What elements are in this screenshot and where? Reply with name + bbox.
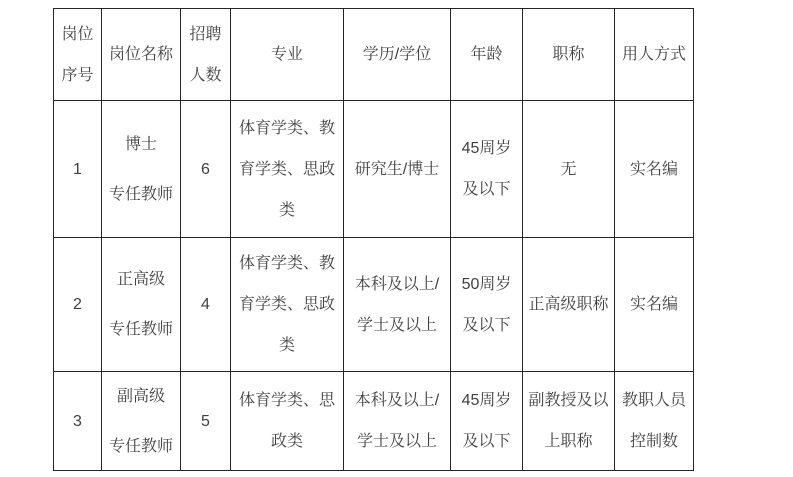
- table-cell-education-degree: [344, 238, 451, 372]
- table-cell-education-degree: [344, 101, 451, 238]
- cell-line: 博士: [124, 135, 157, 153]
- table-row: [54, 372, 694, 471]
- cell-line: 专任教师: [108, 437, 173, 455]
- header-cell-education-degree: [344, 9, 451, 101]
- cell-line: 正高级: [116, 271, 165, 288]
- cell-line: 专任教师: [108, 321, 173, 338]
- cell-line: 政类: [270, 433, 303, 450]
- table-cell-position-name: [102, 372, 181, 471]
- cell-line: 研究生/博士: [354, 160, 440, 178]
- cell-line: 45周岁: [461, 392, 512, 409]
- header-line: 用人方式: [621, 46, 686, 63]
- table-cell-employment-type: [615, 238, 694, 372]
- table-cell-major: [231, 238, 344, 372]
- cell-line: 体育学类、教: [238, 255, 335, 272]
- cell-line: 无: [560, 160, 577, 178]
- cell-line: 及以下: [462, 316, 511, 334]
- header-line: 岗位名称: [108, 46, 173, 63]
- cell-line: 5: [201, 412, 210, 430]
- cell-line: 实名编: [629, 296, 678, 313]
- header-cell-employment-type: [615, 9, 694, 101]
- table-cell-position-number: [54, 372, 102, 471]
- cell-line: 本科及以上/: [354, 392, 440, 409]
- table-row: [54, 238, 694, 372]
- cell-line: 副教授及以: [528, 392, 609, 409]
- cell-line: 教职人员: [621, 392, 686, 409]
- table-row: [54, 101, 694, 238]
- header-line: 人数: [189, 66, 222, 84]
- table-cell-education-degree: [344, 372, 451, 471]
- header-cell-position-name: [102, 9, 181, 101]
- cell-line: 学士及以上: [356, 316, 437, 334]
- header-line: 招聘: [189, 25, 222, 43]
- cell-line: 45周岁: [461, 140, 512, 157]
- table-cell-position-name: [102, 101, 181, 238]
- header-line: 专业: [270, 46, 303, 63]
- cell-line: 体育学类、思: [238, 392, 335, 409]
- cell-line: 正高级职称: [528, 296, 609, 313]
- cell-line: 实名编: [629, 160, 678, 178]
- table-cell-recruit-count: [181, 101, 231, 238]
- cell-line: 1: [73, 160, 82, 178]
- cell-line: 上职称: [544, 433, 593, 450]
- header-cell-age: [451, 9, 523, 101]
- table-cell-title: [523, 238, 615, 372]
- header-cell-title: [523, 9, 615, 101]
- cell-line: 育学类、思政: [238, 296, 335, 313]
- header-line: 学历/学位: [362, 46, 432, 63]
- table-cell-recruit-count: [181, 238, 231, 372]
- cell-line: 控制数: [629, 433, 678, 450]
- header-line: 年龄: [470, 46, 503, 63]
- table-cell-title: [523, 101, 615, 238]
- cell-line: 类: [278, 201, 295, 219]
- table-cell-employment-type: [615, 101, 694, 238]
- cell-line: 及以下: [462, 433, 511, 450]
- cell-line: 及以下: [462, 181, 511, 198]
- cell-line: 体育学类、教: [238, 119, 335, 137]
- cell-line: 2: [73, 296, 82, 313]
- table-cell-position-number: [54, 101, 102, 238]
- table-cell-age: [451, 372, 523, 471]
- cell-line: 育学类、思政: [238, 160, 335, 178]
- cell-line: 50周岁: [461, 275, 512, 293]
- table-cell-title: [523, 372, 615, 471]
- table-header: [54, 9, 694, 101]
- cell-line: 4: [201, 296, 210, 313]
- table-cell-recruit-count: [181, 372, 231, 471]
- header-cell-recruit-count: [181, 9, 231, 101]
- table-cell-major: [231, 372, 344, 471]
- cell-line: 学士及以上: [356, 433, 437, 450]
- cell-line: 6: [201, 160, 210, 178]
- table-cell-age: [451, 238, 523, 372]
- header-cell-major: [231, 9, 344, 101]
- cell-line: 本科及以上/: [354, 275, 440, 293]
- header-line: 岗位: [61, 25, 94, 43]
- table-cell-age: [451, 101, 523, 238]
- recruitment-table: [53, 8, 694, 471]
- table-cell-position-number: [54, 238, 102, 372]
- header-cell-position-number: [54, 9, 102, 101]
- table-cell-position-name: [102, 238, 181, 372]
- header-line: 职称: [552, 46, 585, 63]
- header-line: 序号: [61, 66, 94, 84]
- cell-line: 3: [73, 412, 82, 430]
- header-row: [54, 9, 694, 101]
- table-cell-employment-type: [615, 372, 694, 471]
- cell-line: 类: [278, 337, 295, 354]
- table-cell-major: [231, 101, 344, 238]
- cell-line: 专任教师: [108, 185, 173, 203]
- cell-line: 副高级: [116, 387, 165, 405]
- table-body: [54, 101, 694, 471]
